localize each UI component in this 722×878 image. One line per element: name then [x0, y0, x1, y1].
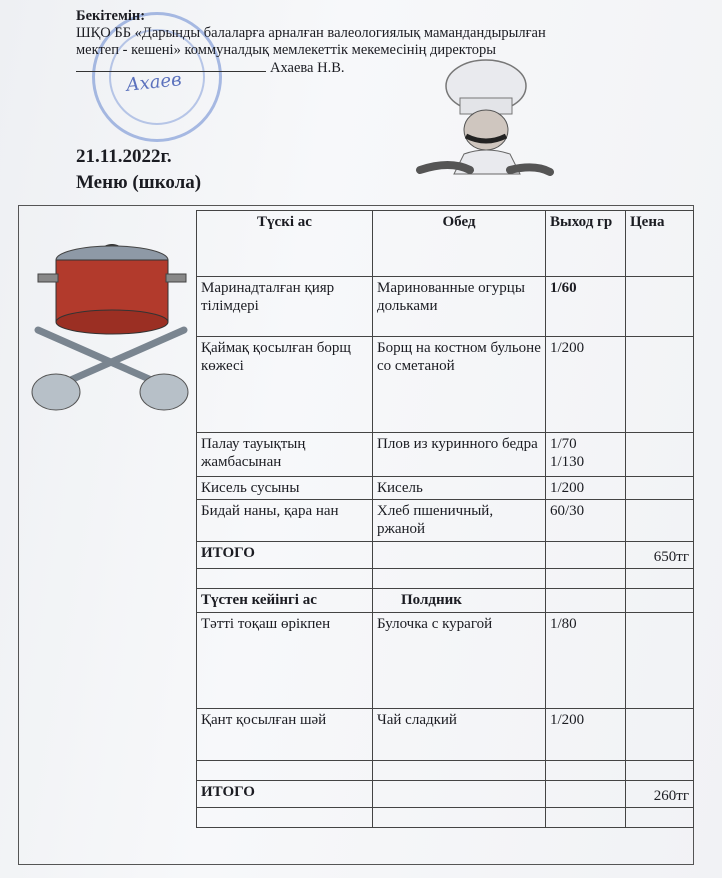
header-yield: Выход гр — [546, 211, 626, 277]
item-yield — [546, 433, 626, 477]
item-yield: 1/200 — [546, 709, 626, 761]
item-yield: 1/60 — [546, 277, 626, 337]
table-header-row — [197, 211, 694, 277]
empty-row — [197, 761, 694, 781]
item-kz: Бидай наны, қара нан — [197, 500, 373, 542]
table-row — [197, 709, 694, 761]
item-yield: 60/30 — [546, 500, 626, 542]
item-yield: 1/80 — [546, 613, 626, 709]
item-kz: Палау тауықтың жамбасынан — [197, 433, 373, 477]
item-ru: Маринованные огурцы дольками — [373, 277, 546, 337]
header-kz: Түскі ас — [197, 211, 373, 277]
item-price — [626, 613, 694, 709]
table-row — [197, 277, 694, 337]
item-ru: Хлеб пшеничный, ржаной — [373, 500, 546, 542]
approval-signer: Ахаева Н.В. — [270, 60, 345, 76]
menu-table — [196, 210, 694, 828]
item-kz: Тәтті тоқаш өрікпен — [197, 613, 373, 709]
item-yield-1: 1/70 — [550, 436, 577, 452]
total-row-snack — [197, 781, 694, 808]
item-ru: Борщ на костном бульоне со сметаной — [373, 337, 546, 433]
table-row — [197, 500, 694, 542]
item-price — [626, 433, 694, 477]
approval-line-2: мектеп - кешені» коммуналдық мемлекеттік мекемесінің директоры — [76, 42, 497, 58]
approval-line-1: ШҚО ББ «Дарынды балаларға арналған валеологиялық мамандандырылған — [76, 25, 546, 41]
empty-row — [197, 569, 694, 589]
item-ru: Кисель — [373, 477, 546, 500]
table-row — [197, 613, 694, 709]
item-price — [626, 277, 694, 337]
item-price — [626, 337, 694, 433]
table-row — [197, 433, 694, 477]
pot-and-ladles-illustration — [24, 230, 194, 420]
item-ru: Чай сладкий — [373, 709, 546, 761]
item-price — [626, 477, 694, 500]
snack-header-ru: Полдник — [373, 589, 546, 613]
director-signature: Ахаев — [125, 69, 183, 96]
total-label: ИТОГО — [197, 781, 373, 808]
item-kz: Кисель сусыны — [197, 477, 373, 500]
total-label: ИТОГО — [197, 542, 373, 569]
item-price — [626, 709, 694, 761]
item-yield-2: 1/130 — [550, 454, 585, 470]
empty-row — [197, 808, 694, 828]
menu-title: Меню (школа) — [76, 172, 202, 193]
snack-header-row — [197, 589, 694, 613]
total-row-lunch — [197, 542, 694, 569]
header-price: Цена — [626, 211, 694, 277]
item-yield: 1/200 — [546, 337, 626, 433]
item-ru: Булочка с курагой — [373, 613, 546, 709]
item-yield: 1/200 — [546, 477, 626, 500]
total-value: 260тг — [626, 781, 694, 808]
item-kz: Қант қосылған шәй — [197, 709, 373, 761]
item-kz: Қаймақ қосылған борщ көжесі — [197, 337, 373, 433]
table-row — [197, 477, 694, 500]
menu-date: 21.11.2022г. — [76, 146, 172, 167]
item-ru: Плов из куринного бедра — [373, 433, 546, 477]
header-ru: Обед — [373, 211, 546, 277]
chef-illustration — [410, 58, 560, 198]
snack-header-kz: Түстен кейінгі ас — [197, 589, 373, 613]
total-value: 650тг — [626, 542, 694, 569]
table-row — [197, 337, 694, 433]
approval-heading: Бекітемін: — [76, 8, 146, 24]
item-price — [626, 500, 694, 542]
item-kz: Маринадталған қияр тілімдері — [197, 277, 373, 337]
